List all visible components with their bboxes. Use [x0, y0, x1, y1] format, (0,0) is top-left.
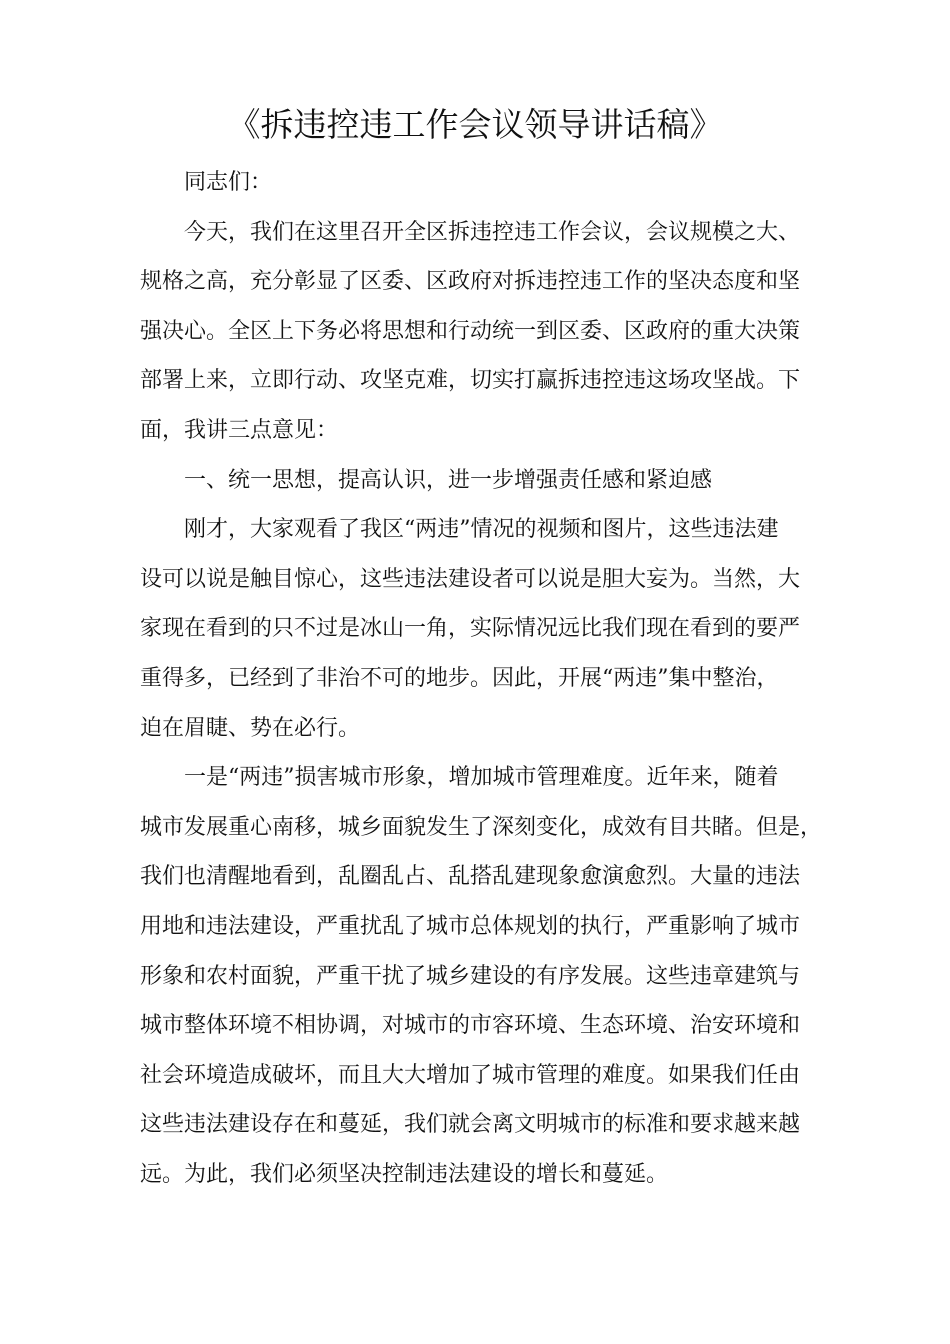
- paragraph-line: 迫在眉睫、势在必行。: [140, 715, 361, 741]
- paragraph-line: 城市发展重心南移，城乡面貌发生了深刻变化，成效有目共睹。但是，: [140, 814, 823, 840]
- paragraph-line: 强决心。全区上下务必将思想和行动统一到区委、区政府的重大决策: [140, 318, 801, 344]
- paragraph-line: 这些违法建设存在和蔓延，我们就会离文明城市的标准和要求越来越: [140, 1112, 801, 1138]
- paragraph-line: 家现在看到的只不过是冰山一角，实际情况远比我们现在看到的要严: [140, 616, 801, 642]
- paragraph-line: 设可以说是触目惊心，这些违法建设者可以说是胆大妄为。当然，大: [140, 566, 801, 592]
- paragraph-line: 部署上来，立即行动、攻坚克难，切实打赢拆违控违这场攻坚战。下: [140, 368, 801, 394]
- paragraph-line: 形象和农村面貌，严重干扰了城乡建设的有序发展。这些违章建筑与: [140, 963, 801, 989]
- paragraph-line: 城市整体环境不相协调，对城市的市容环境、生态环境、治安环境和: [140, 1013, 801, 1039]
- section-heading-text: 一、统一思想，提高认识，进一步增强责任感和紧迫感: [184, 467, 713, 493]
- paragraph-line: 重得多，已经到了非治不可的地步。因此，开展“两违”集中整治，: [140, 665, 779, 691]
- paragraph-line: 规格之高，充分彰显了区委、区政府对拆违控违工作的坚决态度和坚: [140, 269, 801, 295]
- paragraph-line: 一是“两违”损害城市形象，增加城市管理难度。近年来，随着: [184, 765, 779, 791]
- paragraph-line: 今天，我们在这里召开全区拆违控违工作会议，会议规模之大、: [184, 219, 801, 245]
- paragraph-line: 面，我讲三点意见：: [140, 417, 339, 443]
- paragraph-line: 社会环境造成破坏，而且大大增加了城市管理的难度。如果我们任由: [140, 1062, 801, 1088]
- salutation: 同志们：: [184, 170, 273, 195]
- document-title: 《拆违控违工作会议领导讲话稿》: [227, 105, 723, 144]
- paragraph-line: 用地和违法建设，严重扰乱了城市总体规划的执行，严重影响了城市: [140, 913, 801, 939]
- paragraph-line: 刚才，大家观看了我区“两违”情况的视频和图片，这些违法建: [184, 517, 779, 543]
- section-heading-1: [140, 456, 830, 506]
- paragraph-line: 我们也清醒地看到，乱圈乱占、乱搭乱建现象愈演愈烈。大量的违法: [140, 864, 801, 890]
- paragraph-opening: [140, 208, 830, 456]
- paragraph-line: 远。为此，我们必须坚决控制违法建设的增长和蔓延。: [140, 1161, 669, 1187]
- document-body: [140, 158, 830, 1199]
- paragraph-point-one: [140, 753, 830, 1199]
- paragraph-video: [140, 505, 830, 753]
